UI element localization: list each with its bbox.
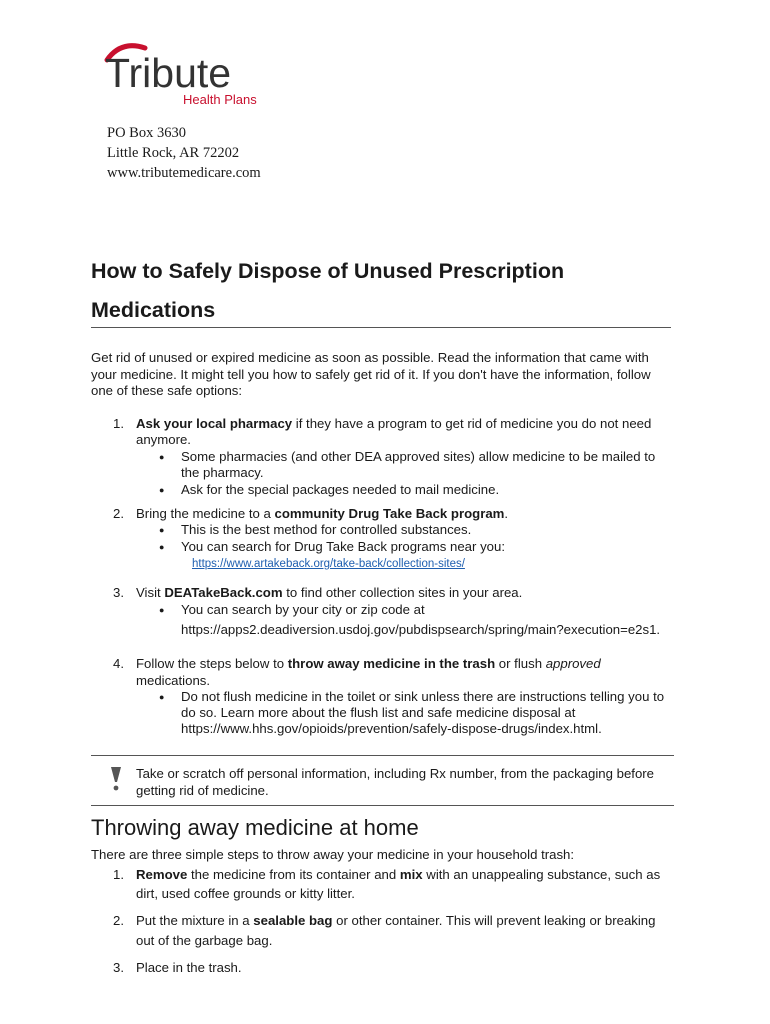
bullet: ● xyxy=(159,542,165,552)
step-2-bold: sealable bag xyxy=(253,913,333,928)
option-2-bold: community Drug Take Back program xyxy=(274,506,505,521)
step-1-text-b: with an unappealing substance, such as xyxy=(422,867,661,882)
address-block xyxy=(107,123,261,183)
option-4-pre: Follow the steps below to xyxy=(136,656,288,671)
option-3-number: 3. xyxy=(113,585,124,600)
step-1-text xyxy=(136,867,660,884)
option-3-bullet-1-url: https://apps2.deadiversion.usdoj.gov/pubdispsearch/spring/main?execution=e2s1. xyxy=(181,622,661,637)
option-3-bullet-1-line-1: You can search by your city or zip code at xyxy=(181,602,425,617)
note-line-1: Take or scratch off personal information, including Rx number, from the packaging before xyxy=(136,766,655,781)
address-website: www.tributemedicare.com xyxy=(107,165,261,181)
title-line-1: How to Safely Dispose of Unused Prescription xyxy=(91,259,565,283)
intro-line-1: Get rid of unused or expired medicine as soon as possible. Read the information that came with xyxy=(91,350,649,365)
step-2-pre: Put the mixture in a xyxy=(136,913,254,928)
option-2-bullet-2: You can search for Drug Take Back programs near you: xyxy=(181,539,505,554)
option-2-bullet-1: This is the best method for controlled substances. xyxy=(181,522,472,537)
step-1-bold-remove: Remove xyxy=(136,867,188,882)
tribute-logo xyxy=(101,38,281,110)
address-city: Little Rock, AR 72202 xyxy=(107,145,240,161)
option-2-number: 2. xyxy=(113,506,124,521)
step-2-line-2: out of the garbage bag. xyxy=(136,933,273,948)
bullet: ● xyxy=(159,605,165,615)
option-3-bold: DEATakeBack.com xyxy=(164,585,283,600)
step-2-number: 2. xyxy=(113,913,124,928)
option-4-number: 4. xyxy=(113,656,124,671)
title-line-2: Medications xyxy=(91,298,216,322)
option-4-bold: throw away medicine in the trash xyxy=(287,656,496,671)
bullet: ● xyxy=(159,452,165,462)
option-2-pre: Bring the medicine to a xyxy=(136,506,275,521)
option-1-text xyxy=(136,416,651,433)
bullet: ● xyxy=(159,692,165,702)
option-1-bullet-1-line-1: Some pharmacies (and other DEA approved sites) allow medicine to be mailed to xyxy=(181,449,656,464)
section-2-intro: There are three simple steps to throw away your medicine in your household trash: xyxy=(91,847,575,862)
option-1-bullet-1-line-2: the pharmacy. xyxy=(181,465,264,480)
step-1-text-a: the medicine from its container and xyxy=(187,867,400,882)
step-2-post: or other container. This will prevent leaking or breaking xyxy=(332,913,656,928)
option-4-text xyxy=(136,656,601,673)
option-1-rest: if they have a program to get rid of medicine you do not need xyxy=(292,416,652,431)
option-3-post: to find other collection sites in your area. xyxy=(282,585,523,600)
step-1-number: 1. xyxy=(113,867,124,882)
note-top-divider xyxy=(91,755,674,756)
title-divider xyxy=(91,327,671,328)
option-2-post: . xyxy=(504,506,509,521)
intro-line-3: one of these safe options: xyxy=(91,383,243,398)
logo-subtitle: Health Plans xyxy=(183,92,257,107)
step-2-text xyxy=(136,913,655,930)
page-title xyxy=(91,252,691,330)
option-1-bullet-2: Ask for the special packages needed to mail medicine. xyxy=(181,482,500,497)
logo-wordmark: Tribute xyxy=(105,50,232,96)
step-3-text: Place in the trash. xyxy=(136,960,242,975)
section-heading-throwing-away: Throwing away medicine at home xyxy=(91,815,419,840)
option-1-number: 1. xyxy=(113,416,124,431)
step-1-line-2: dirt, used coffee grounds or kitty litter. xyxy=(136,886,355,901)
artakeback-link[interactable]: https://www.artakeback.org/take-back/collection-sites/ xyxy=(192,558,465,570)
step-3-number: 3. xyxy=(113,960,124,975)
option-1-line-2: anymore. xyxy=(136,432,191,447)
address-po-box: PO Box 3630 xyxy=(107,125,186,141)
option-4-bullet-1-line-3: https://www.hhs.gov/opioids/prevention/safely-dispose-drugs/index.html. xyxy=(181,721,602,736)
option-4-line-2: medications. xyxy=(136,673,211,688)
intro-line-2: your medicine. It might tell you how to safely get rid of it. If you don't have the information, follow xyxy=(91,367,651,382)
bullet: ● xyxy=(159,485,165,495)
bullet: ● xyxy=(159,525,165,535)
note-bottom-divider xyxy=(91,805,674,806)
exclamation-icon xyxy=(109,766,123,792)
option-4-bullet-1-line-1: Do not flush medicine in the toilet or sink unless there are instructions telling you to xyxy=(181,689,665,704)
option-3-pre: Visit xyxy=(136,585,165,600)
note-line-2: getting rid of medicine. xyxy=(136,783,269,798)
option-4-italic: approved xyxy=(545,656,601,671)
option-4-bullet-1-line-2: do so. Learn more about the flush list and safe medicine disposal at xyxy=(181,705,576,720)
option-2-text xyxy=(136,506,508,523)
option-3-text xyxy=(136,585,522,602)
option-4-mid: or flush xyxy=(495,656,546,671)
step-1-bold-mix: mix xyxy=(399,867,423,882)
option-1-bold: Ask your local pharmacy xyxy=(136,416,293,431)
